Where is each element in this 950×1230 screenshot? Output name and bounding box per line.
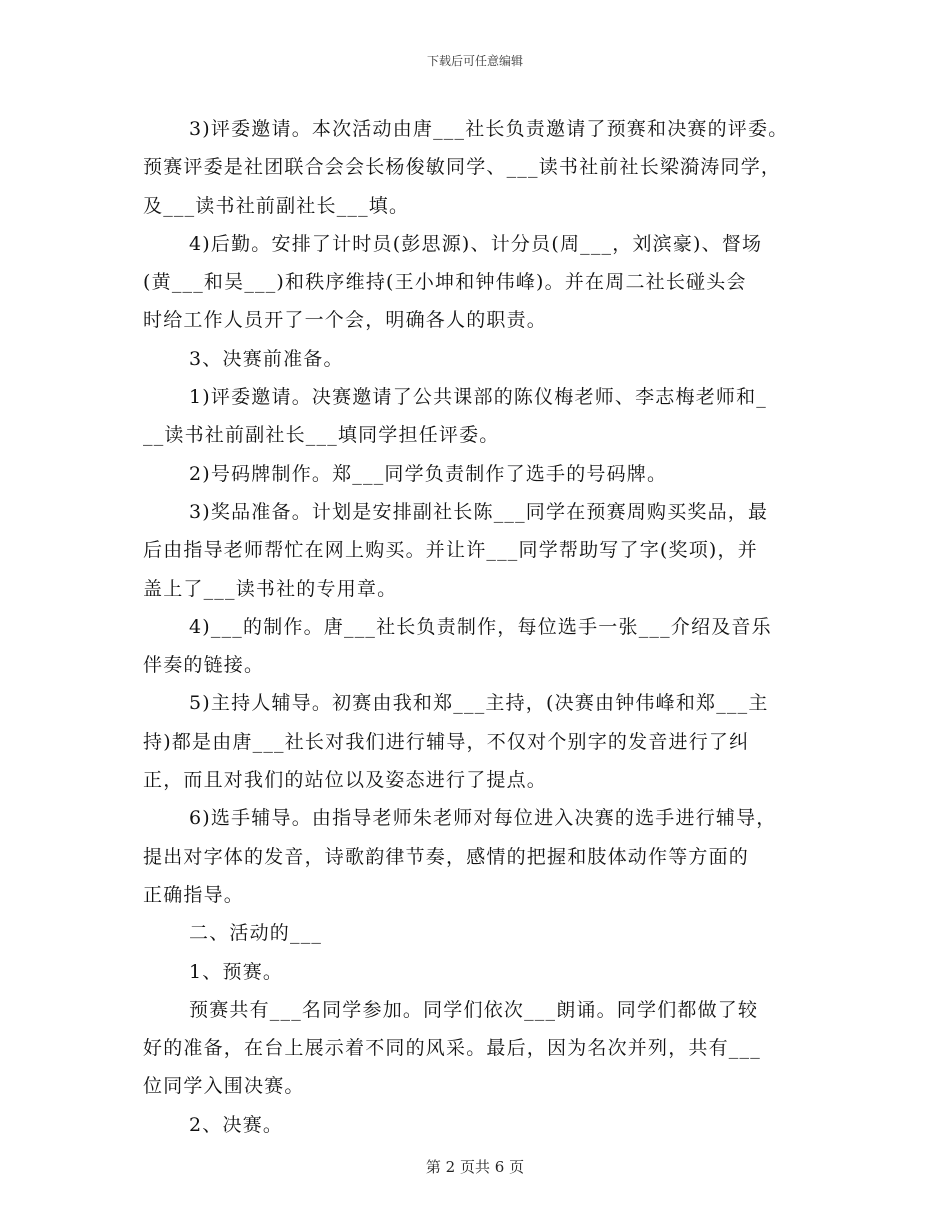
- page-footer: 第 2 页共 6 页: [425, 1158, 525, 1176]
- text-line: 持)都是由唐___社长对我们进行辅导，不仅对个别字的发音进行了纠: [143, 730, 750, 753]
- text-line: 预赛评委是社团联合会会长杨俊敏同学、___读书社前社长梁漪涛同学，: [143, 156, 782, 179]
- text-line: 预赛共有___名同学参加。同学们依次___朗诵。同学们都做了较: [189, 998, 759, 1021]
- text-line: 2)号码牌制作。郑___同学负责制作了选手的号码牌。: [189, 462, 668, 485]
- text-line: 1、预赛。: [189, 960, 284, 983]
- text-line: 1)评委邀请。决赛邀请了公共课部的陈仪梅老师、李志梅老师和_: [189, 386, 768, 409]
- page-header: 下载后可任意编辑: [426, 54, 523, 68]
- document-body: [143, 110, 811, 1144]
- text-line: 5)主持人辅导。初赛由我和郑___主持，(决赛由钟伟峰和郑___主: [189, 692, 769, 715]
- text-line: 正确指导。: [143, 883, 245, 906]
- text-line: 4)后勤。安排了计时员(彭思源)、计分员(周___，刘滨豪)、督场: [189, 232, 763, 255]
- text-line: 3)评委邀请。本次活动由唐___社长负责邀请了预赛和决赛的评委。: [189, 118, 789, 140]
- text-line: 提出对字体的发音，诗歌韵律节奏，感情的把握和肢体动作等方面的: [143, 845, 750, 868]
- text-line: 伴奏的链接。: [143, 654, 265, 677]
- text-line: 后由指导老师帮忙在网上购买。并让许___同学帮助写了字(奖项)，并: [143, 539, 758, 562]
- text-line: 3)奖品准备。计划是安排副社长陈___同学在预赛周购买奖品，最: [189, 500, 769, 523]
- text-line: 4)___的制作。唐___社长负责制作，每位选手一张___介绍及音乐: [189, 615, 772, 638]
- text-line: 及___读书社前副社长___填。: [143, 194, 410, 217]
- text-line: (黄___和吴___)和秩序维持(王小坤和钟伟峰)。并在周二社长碰头会: [143, 271, 747, 294]
- text-line: 正，而且对我们的站位以及姿态进行了提点。: [143, 769, 548, 792]
- text-line: __读书社前副社长___填同学担任评委。: [143, 424, 500, 447]
- text-line: 盖上了___读书社的专用章。: [143, 577, 398, 600]
- text-line: 时给工作人员开了一个会，明确各人的职责。: [143, 309, 548, 332]
- text-line: 位同学入围决赛。: [143, 1075, 305, 1098]
- text-line: 好的准备，在台上展示着不同的风采。最后，因为名次并列，共有___: [143, 1037, 761, 1060]
- text-line: 二、活动的___: [189, 922, 323, 945]
- text-line: 3、决赛前准备。: [189, 347, 344, 370]
- text-line: 6)选手辅导。由指导老师朱老师对每位进入决赛的选手进行辅导，: [189, 807, 777, 830]
- text-line: 2、决赛。: [189, 1113, 284, 1136]
